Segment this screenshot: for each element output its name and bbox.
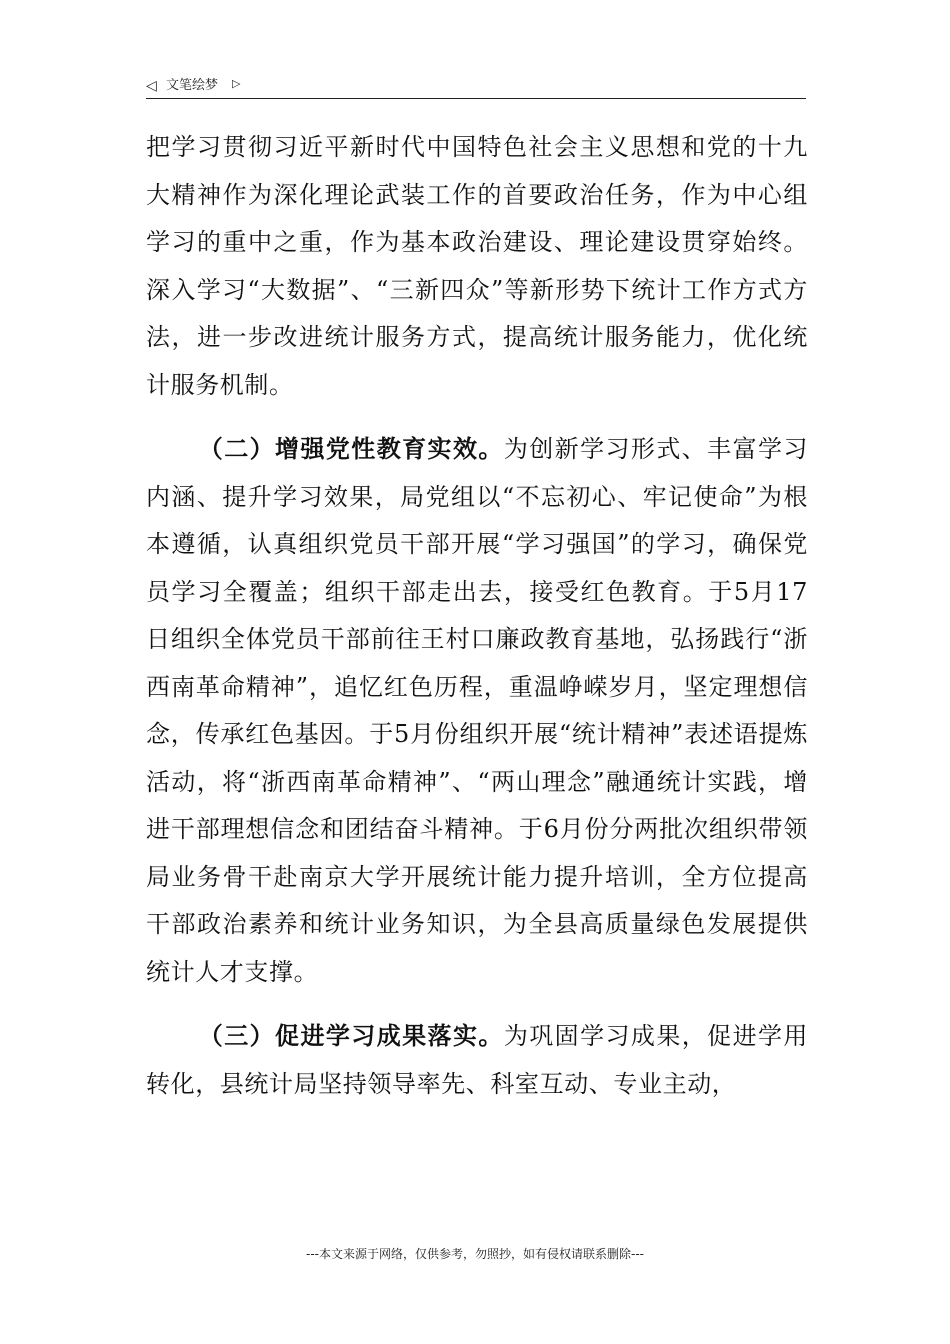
header-title: 文笔绘梦	[166, 78, 219, 93]
document-body	[146, 124, 808, 1108]
triangle-right-icon: ▷	[232, 77, 241, 90]
triangle-left-icon: ◁	[146, 78, 157, 94]
paragraph-3-text: 为巩固学习成果，促进学用转化，县统计局坚持领导率先、科室互动、专业主动，	[146, 1022, 809, 1098]
paragraph-3	[146, 1012, 808, 1108]
header-divider	[146, 98, 806, 99]
section-heading-3: （三）促进学习成果落实。	[198, 1021, 504, 1050]
paragraph-1	[146, 124, 808, 409]
paragraph-2	[146, 425, 808, 996]
paragraph-1-text: 把学习贯彻习近平新时代中国特色社会主义思想和党的十九大精神作为深化理论武装工作的首要政治任务，作为中心组学习的重中之重，作为基本政治建设、理论建设贯穿始终。深入学习“大数据”、“三新四众”等新形势下统计工作方式方法，进一步改进统计服务方式，提高统计服务能力，优化统计服务机制。	[146, 133, 808, 399]
footer-notice: ---本文来源于网络，仅供参考，勿照抄，如有侵权请联系删除---	[306, 1247, 644, 1261]
section-heading-2: （二）增强党性教育实效。	[198, 434, 504, 463]
paragraph-2-text: 为创新学习形式、丰富学习内涵、提升学习效果，局党组以“不忘初心、牢记使命”为根本遵循，认真组织党员干部开展“学习强国”的学习，确保党员学习全覆盖；组织干部走出去，接受红色教育。于5月17日组织全体党员干部前往王村口廉政教育基地，弘扬践行“浙西南革命精神”，追忆红色历程，重温峥嵘岁月，坚定理想信念，传承红色基因。于5月份组织开展“统计精神”表述语提炼活动，将“浙西南革命精神”、“两山理念”融通统计实践，增进干部理想信念和团结奋斗精神。于6月份分两批次组织带领局业务骨干赴南京大学开展统计能力提升培训，全方位提高干部政治素养和统计业务知识，为全县高质量绿色发展提供统计人才支撑。	[146, 435, 809, 986]
page-header	[146, 74, 806, 98]
